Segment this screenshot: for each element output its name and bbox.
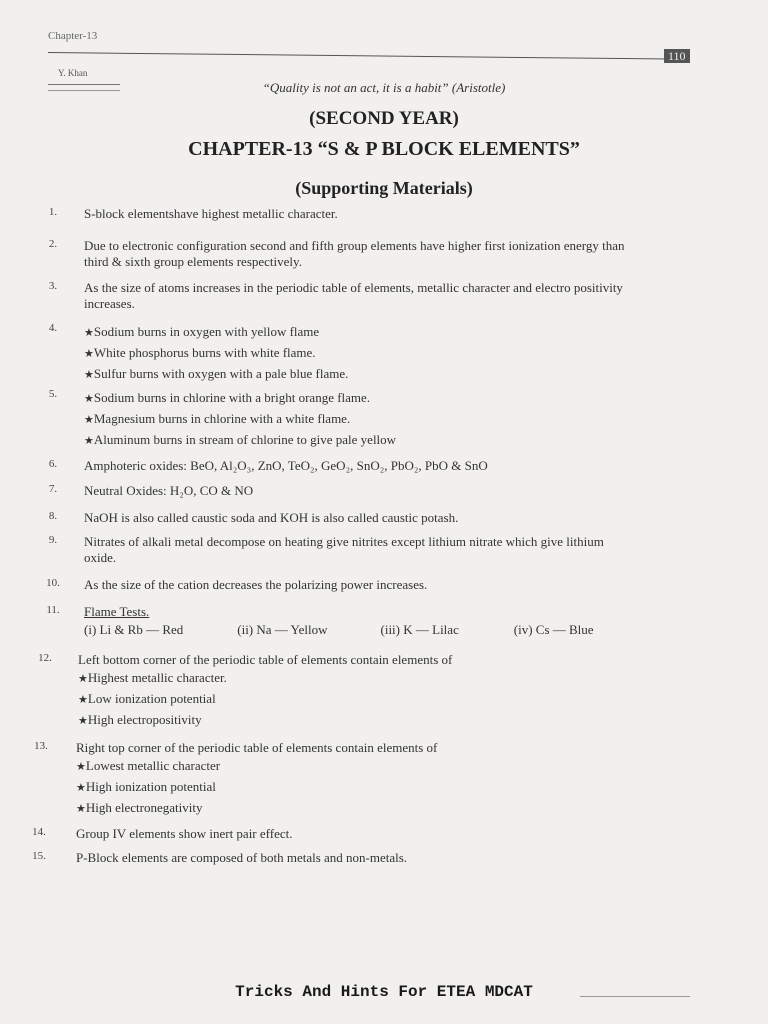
item-text: NaOH is also called caustic soda and KOH is also called caustic potash.: [84, 510, 459, 525]
item-bullet-text: High electronegativity: [85, 800, 203, 815]
item-text: Amphoteric oxides: BeO, Al₂O₃, ZnO, TeO₂, GeO₂, SnO₂, PbO₂, PbO & SnO: [84, 458, 488, 473]
item-text: Neutral Oxides: H₂O, CO & NO: [84, 483, 254, 498]
item-number: 7.: [48, 483, 58, 495]
item-bullet-text: High ionization potential: [85, 779, 216, 794]
item-bullet-text: Sodium burns in chlorine with a bright orange flame.: [93, 390, 371, 405]
flame-test-k: (iii) K — Lilac: [380, 622, 459, 637]
star-bullet-icon: ★: [78, 715, 88, 727]
flame-test-li-rb: (i) Li & Rb — Red: [84, 622, 184, 637]
star-bullet-icon: ★: [84, 435, 94, 447]
item-bullet-text: Aluminum burns in stream of chlorine to give pale yellow: [93, 432, 397, 447]
flame-tests-row: [84, 622, 694, 638]
chapter-tag: Chapter-13: [48, 30, 98, 42]
star-bullet-icon: ★: [76, 782, 86, 794]
header-rule: [48, 52, 668, 59]
flame-test-cs: (iv) Cs — Blue: [513, 622, 594, 637]
chapter-title: CHAPTER-13 “S & P BLOCK ELEMENTS”: [188, 138, 580, 160]
star-bullet-icon: ★: [84, 369, 94, 381]
item-bullet-text: Highest metallic character.: [87, 670, 227, 685]
item-text: S-block elementshave highest metallic character.: [84, 206, 338, 221]
item-bullet-text: Lowest metallic character: [85, 758, 221, 773]
item-text: Nitrates of alkali metal decompose on heating give nitrites except lithium nitrate which give lithium: [84, 534, 604, 549]
item-text: As the size of the cation decreases the polarizing power increases.: [84, 577, 428, 592]
item-text: Due to electronic configuration second and fifth group elements have higher first ionization energy than: [84, 238, 625, 253]
item-text: oxide.: [84, 550, 117, 565]
star-bullet-icon: ★: [84, 414, 94, 426]
star-bullet-icon: ★: [84, 348, 94, 360]
item-number: 3.: [48, 280, 58, 292]
item-number: 8.: [48, 510, 58, 522]
item-number: 6.: [48, 458, 58, 470]
item-number: 9.: [48, 534, 58, 546]
item-number: 11.: [46, 604, 60, 616]
item-text: Right top corner of the periodic table of elements contain elements of: [76, 740, 438, 755]
item-bullet-text: Sodium burns in oxygen with yellow flame: [93, 324, 320, 339]
item-text: P-Block elements are composed of both metals and non-metals.: [76, 850, 408, 865]
footer-text: Tricks And Hints For ETEA MDCAT: [235, 983, 533, 1001]
item-number: 2.: [48, 238, 58, 250]
item-number: 13.: [34, 740, 48, 752]
page-number: 110: [664, 49, 690, 63]
star-bullet-icon: ★: [84, 327, 94, 339]
star-bullet-icon: ★: [78, 694, 88, 706]
item-number: 5.: [48, 388, 58, 400]
item-text: third & sixth group elements respectively.: [84, 254, 302, 269]
author-name: Y. Khan: [58, 68, 88, 78]
item-bullet-text: High electropositivity: [87, 712, 202, 727]
item-bullet-text: Sulfur burns with oxygen with a pale blue flame.: [93, 366, 349, 381]
item-number: 4.: [48, 322, 58, 334]
star-bullet-icon: ★: [76, 761, 86, 773]
star-bullet-icon: ★: [78, 673, 88, 685]
flame-test-na: (ii) Na — Yellow: [237, 622, 328, 637]
item-number: 12.: [38, 652, 52, 664]
item-text: increases.: [84, 296, 135, 311]
item-number: 10.: [46, 577, 60, 589]
year-heading: (SECOND YEAR): [309, 108, 459, 129]
quote: “Quality is not an act, it is a habit” (Aristotle): [262, 80, 506, 95]
item-text: As the size of atoms increases in the periodic table of elements, metallic character and electro positivity: [84, 280, 623, 295]
item-number: 1.: [48, 206, 58, 218]
item-bullet-text: White phosphorus burns with white flame.: [93, 345, 316, 360]
item-number: 15.: [32, 850, 46, 862]
flame-tests-heading: Flame Tests.: [84, 604, 150, 619]
item-text: Group IV elements show inert pair effect.: [76, 826, 293, 841]
footer-rule: [580, 996, 690, 997]
star-bullet-icon: ★: [76, 803, 86, 815]
item-text: Left bottom corner of the periodic table of elements contain elements of: [78, 652, 453, 667]
item-number: 14.: [32, 826, 46, 838]
subtitle: (Supporting Materials): [295, 178, 473, 198]
item-bullet-text: Low ionization potential: [87, 691, 216, 706]
item-bullet-text: Magnesium burns in chlorine with a white flame.: [93, 411, 351, 426]
star-bullet-icon: ★: [84, 393, 94, 405]
